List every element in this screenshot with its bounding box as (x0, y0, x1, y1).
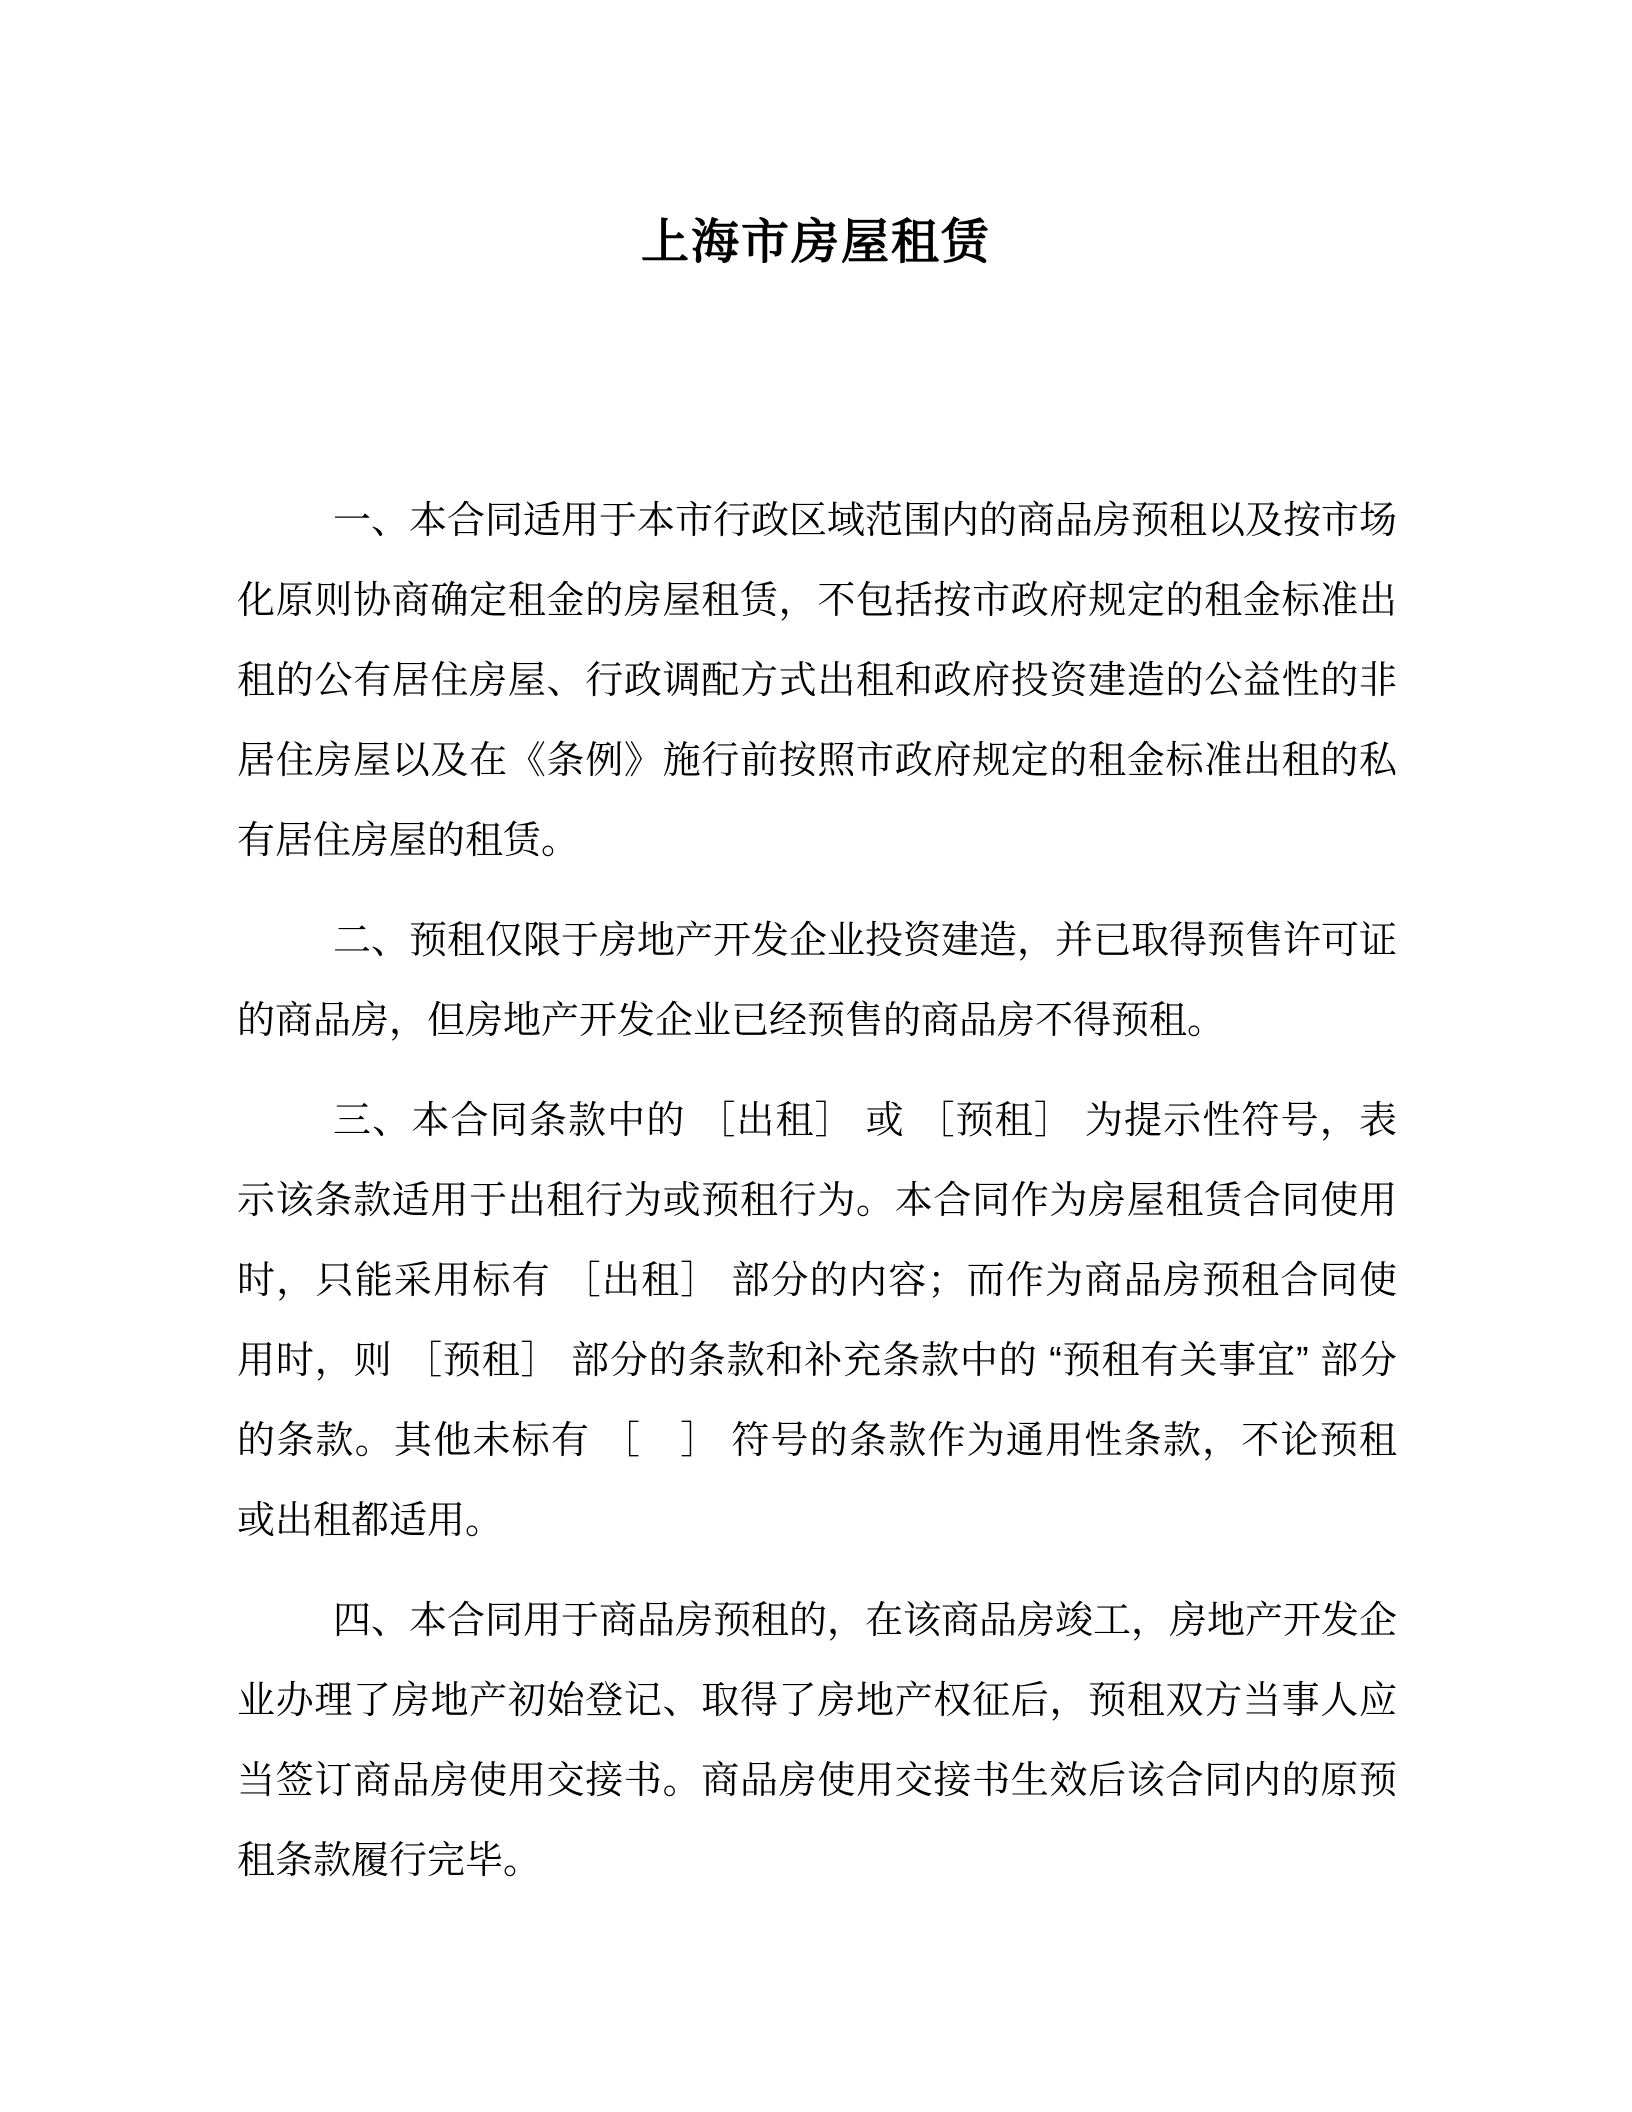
clause-paragraph-3: 三、本合同条款中的 ［出租］ 或 ［预租］ 为提示性符号，表示该条款适用于出租行为或预租行为。本合同作为房屋租赁合同使用时，只能采用标有 ［出租］ 部分的内容；而作为商品房预租合同使用时，则 ［预租］ 部分的条款和补充条款中的 “预租有关事宜” 部分的条款。其他未标有 ［ ］ 符号的条款作为通用性条款，不论预租或出租都适用。 (237, 1100, 1397, 1542)
clause-paragraph-4: 四、本合同用于商品房预租的，在该商品房竣工，房地产开发企业办理了房地产初始登记、取得了房地产权征后，预租双方当事人应当签订商品房使用交接书。商品房使用交接书生效后该合同内的原预租条款履行完毕。 (237, 1600, 1398, 1882)
clause-paragraph-1: 一、本合同适用于本市行政区域范围内的商品房预租以及按市场化原则协商确定租金的房屋租赁，不包括按市政府规定的租金标准出租的公有居住房屋、行政调配方式出租和政府投资建造的公益性的非居住房屋以及在《条例》施行前按照市政府规定的租金标准出租的私有居住房屋的租赁。 (237, 500, 1398, 862)
document-body (237, 481, 1397, 1901)
document-title: 上海市房屋租赁 (640, 216, 991, 269)
clause-paragraph-2: 二、预租仅限于房地产开发企业投资建造，并已取得预售许可证的商品房，但房地产开发企业已经预售的商品房不得预租。 (237, 920, 1398, 1042)
